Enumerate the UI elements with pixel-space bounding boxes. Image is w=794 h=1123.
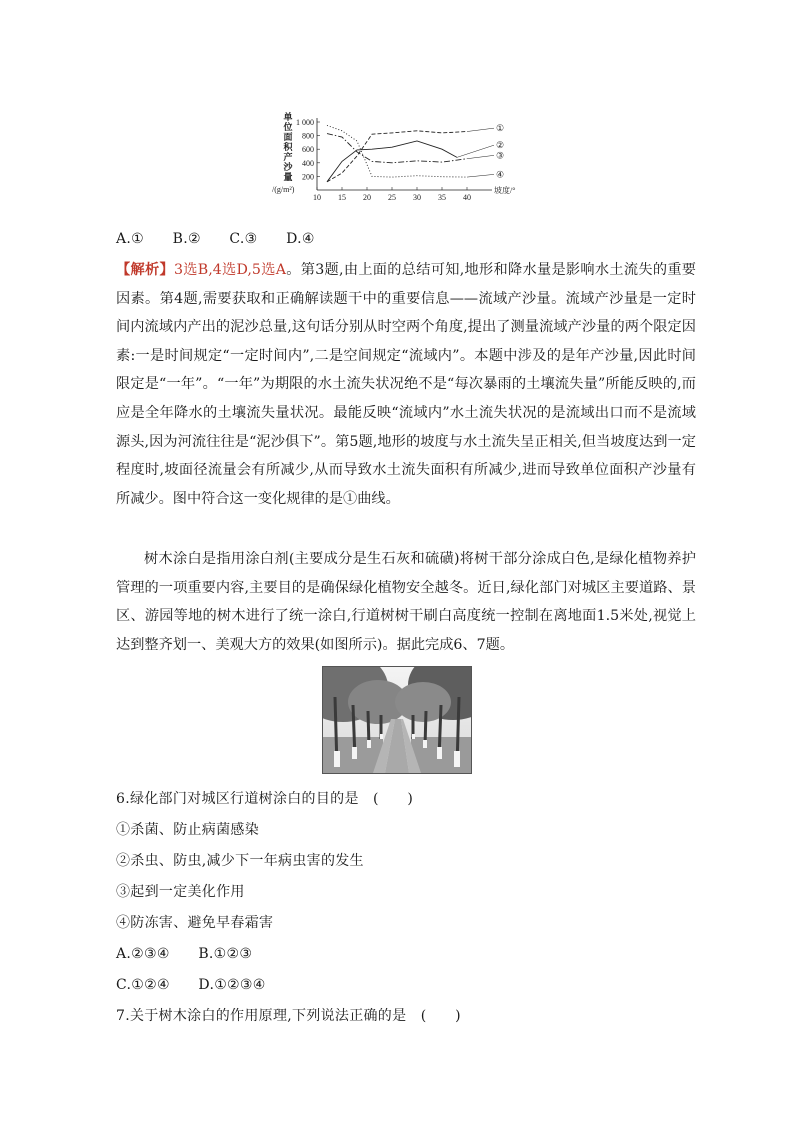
q6-item-2: ②杀虫、防虫,减少下一年病虫害的发生 [116,853,364,869]
tree-lane-photo [322,666,472,774]
series-label-2: ② [496,140,505,151]
q6-stem: 6.绿化部门对城区行道树涂白的目的是 ( ) [116,791,414,807]
x-tick-label: 40 [463,193,471,202]
x-tick-label: 30 [413,193,421,202]
passage-paragraph: 树木涂白是指用涂白剂(主要成分是生石灰和硫磺)将树干部分涂成白色,是绿化植物养护管理的一项重要内容,主要目的是确保绿化植物安全越冬。近日,绿化部门对城区主要道路、景区、游园等地的树木进行了统一涂白,行道树树干刷白高度统一控制在离地面1.5米处,视觉上达到整齐划一、美观大方的效果(如图所示)。据此完成6、7题。 [116,551,696,653]
y-axis-label-char: 量 [283,173,293,183]
y-axis-label-char: 位 [283,123,293,133]
q7-stem: 7.关于树木涂白的作用原理,下列说法正确的是 ( ) [116,1008,461,1024]
y-tick-label: 800 [302,131,314,141]
y-axis-label-char: 积 [283,143,293,153]
series-leader-1 [467,128,494,131]
series-leader-4 [467,174,494,177]
x-tick-label: 35 [438,193,446,202]
series-line-3 [327,134,467,163]
tree-lane-image [323,667,471,773]
q6-item-1: ①杀菌、防止病菌感染 [116,822,259,838]
x-tick-label: 20 [363,193,371,202]
line-chart [270,112,530,212]
y-axis-label-char: 沙 [283,163,293,173]
q6-item-3: ③起到一定美化作用 [116,884,245,900]
q6-item-4: ④防冻害、避免早春霜害 [116,915,274,931]
y-axis-unit: /(g/m²) [272,185,295,194]
series-line-2 [327,141,457,182]
analysis-tag: 【解析】 [116,262,174,278]
analysis-paragraph [116,256,696,513]
q6-options-row2: C.①②④ D.①②③④ [116,977,266,993]
series-label-4: ④ [496,169,505,180]
y-tick-label: 400 [302,158,314,168]
x-axis-label: 坡度/° [494,186,516,195]
q6-options-row1: A.②③④ B.①②③ [116,946,253,962]
slope-sediment-chart [270,112,530,212]
series-leader-2 [457,145,494,157]
series-label-1: ① [496,123,505,134]
y-tick-label: 600 [302,145,314,155]
y-tick-label: 1 000 [296,118,314,127]
y-tick-label: 200 [302,172,314,182]
q5-options: A.① B.② C.③ D.④ [116,231,315,247]
x-tick-label: 15 [338,193,346,202]
series-leader-3 [467,155,494,158]
series-label-3: ③ [496,150,505,161]
analysis-text: 。第3题,由上面的总结可知,地形和降水量是影响水土流失的重要因素。第4题,需要获取和正确解读题干中的重要信息——流域产沙量。流域产沙量是一定时间内流域内产出的泥沙总量,这句话分别从时空两个角度,提出了测量流域产沙量的两个限定因素:一是时间规定“一定时间内”,二是空间规定“流域内”。本题中涉及的是年产沙量,因此时间限定是“一年”。“一年”为期限的水土流失状况绝不是“每次暴雨的土壤流失量”所能反映的,而应是全年降水的土壤流失量状况。最能反映“流域内”水土流失状况的是流域出口而不是流域源头,因为河流往往是“泥沙俱下”。第5题,地形的坡度与水土流失呈正相关,但当坡度达到一定程度时,坡面径流量会有所减少,从而导致水土流失面积有所减少,进而导致单位面积产沙量有所减少。图中符合这一变化规律的是①曲线。 [116,262,696,507]
analysis-answers: 3选B,4选D,5选A [173,262,286,278]
y-axis-label-char: 面 [283,133,293,143]
x-tick-label: 10 [313,193,321,202]
x-tick-label: 25 [388,193,396,202]
y-axis-label-char: 产 [283,153,293,163]
y-axis-label-char: 单 [283,113,293,123]
